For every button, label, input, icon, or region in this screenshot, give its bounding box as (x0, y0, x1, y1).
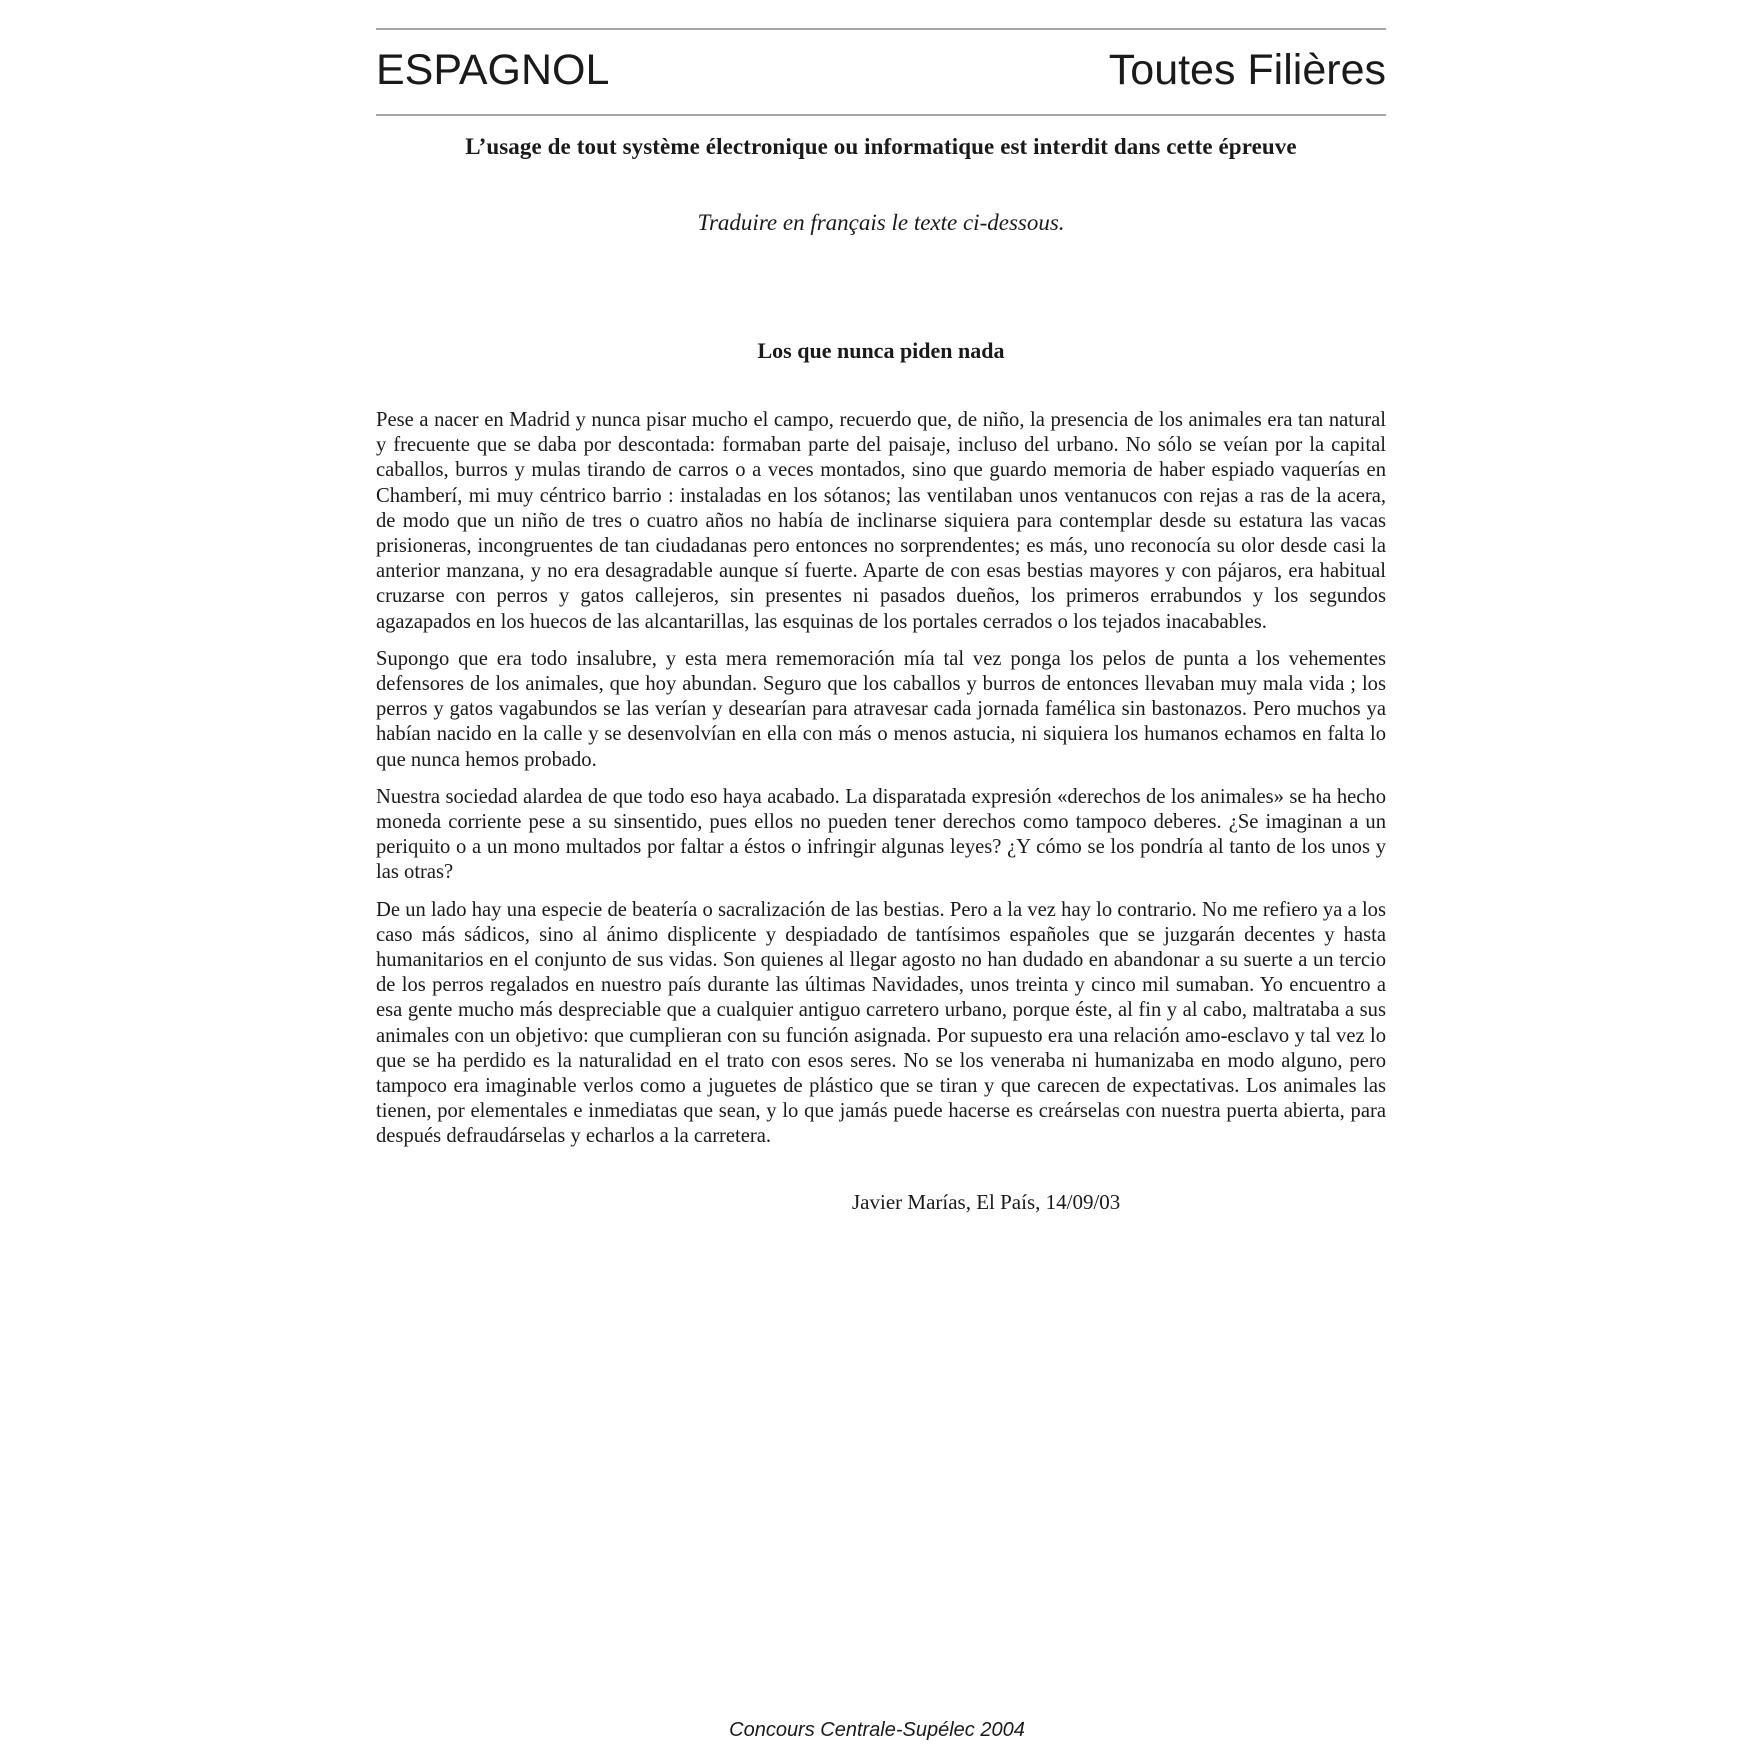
page-header (376, 30, 1386, 114)
page-footer: Concours Centrale-Supélec 2004 (729, 1719, 1025, 1741)
article-signature: Javier Marías, El País, 14/09/03 (852, 1189, 1121, 1214)
exam-page (376, 28, 1386, 1216)
electronics-notice: L’usage de tout système électronique ou informatique est interdit dans cette épreuve (465, 134, 1297, 159)
article-paragraph: De un lado hay una especie de beatería o sacralización de las bestias. Pero a la vez hay lo contrario. No me refiero ya a los caso más sádicos, sino al ánimo displicente y despiadado de tantísimos españoles que se juzgarán decentes y hasta humanitarios en el conjunto de sus vidas. Son quienes al llegar agosto no han dudado en abandonar a su suerte a un tercio de los perros regalados en nuestro país durante las últimas Navidades, unos treinta y cinco mil sumaban. Yo encuentro a esa gente mucho más despreciable que a cualquier antiguo carretero urbano, porque éste, al fin y al cabo, maltrataba a sus animales con un objetivo: que cumplieran con su función asignada. Por supuesto era una relación amo-esclavo y tal vez lo que se ha perdido es la naturalidad en el trato con esos seres. No se los veneraba ni humanizaba en modo alguno, pero tampoco era imaginable verlos como a juguetes de plástico que se tiran y que carecen de expectativas. Los animales las tienen, por elementales e inmediatas que sean, y lo que jamás puede hacerse es creárselas con nuestra puerta abierta, para después defraudárselas y echarlos a la carretera. (376, 898, 1386, 1148)
article-paragraph: Pese a nacer en Madrid y nunca pisar mucho el campo, recuerdo que, de niño, la presencia de los animales era tan natural y frecuente que se daba por descontada: formaban parte del paisaje, incluso del urbano. No sólo se veían por la capital caballos, burros y mulas tirando de carros o a veces montados, sino que guardo memoria de haber espiado vaquerías en Chamberí, mi muy céntrico barrio : instaladas en los sótanos; las ventilaban unos ventanucos con rejas a ras de la acera, de modo que un niño de tres o cuatro años no había de inclinarse siquiera para contemplar desde su estatura las vacas prisioneras, incongruentes de tan ciudadanas pero entonces no sorprendentes; es más, uno reconocía su olor desde casi la anterior manzana, y no era desagradable aunque sí fuerte. Aparte de con esas bestias mayores y con pájaros, era habitual cruzarse con perros y gatos callejeros, sin presentes ni pasados dueños, los primeros errabundos y los segundos agazapados en los huecos de las alcantarillas, las esquinas de los portales cerrados o los tejados inacabables. (376, 409, 1386, 633)
track-title: Toutes Filières (1108, 46, 1386, 94)
subject-title: ESPAGNOL (376, 46, 610, 94)
article-paragraph: Nuestra sociedad alardea de que todo eso haya acabado. La disparatada expresión «derechos de los animales» se ha hecho moneda corriente pese a su sinsentido, pues ellos no pueden tener derechos como tampoco deberes. ¿Se imaginan a un periquito o a un mono multados por faltar a éstos o infringir algunas leyes? ¿Y cómo se los pondría al tanto de los unos y las otras? (376, 785, 1386, 884)
article-paragraph: Supongo que era todo insalubre, y esta mera rememoración mía tal vez ponga los pelos de punta a los vehementes defensores de los animales, que hoy abundan. Seguro que los caballos y burros de entonces llevaban muy mala vida ; los perros y gatos vagabundos se las verían y desearían para atravesar cada jornada famélica sin bastonazos. Pero muchos ya habían nacido en la calle y se desenvolvían en ella con más o menos astucia, ni siquiera los humanos echamos en falta lo que nunca hemos probado. (376, 647, 1386, 771)
article-body (376, 408, 1386, 1150)
article-title: Los que nunca piden nada (757, 338, 1005, 363)
header-rule (376, 114, 1386, 116)
translation-instruction: Traduire en français le texte ci-dessous. (697, 210, 1065, 235)
